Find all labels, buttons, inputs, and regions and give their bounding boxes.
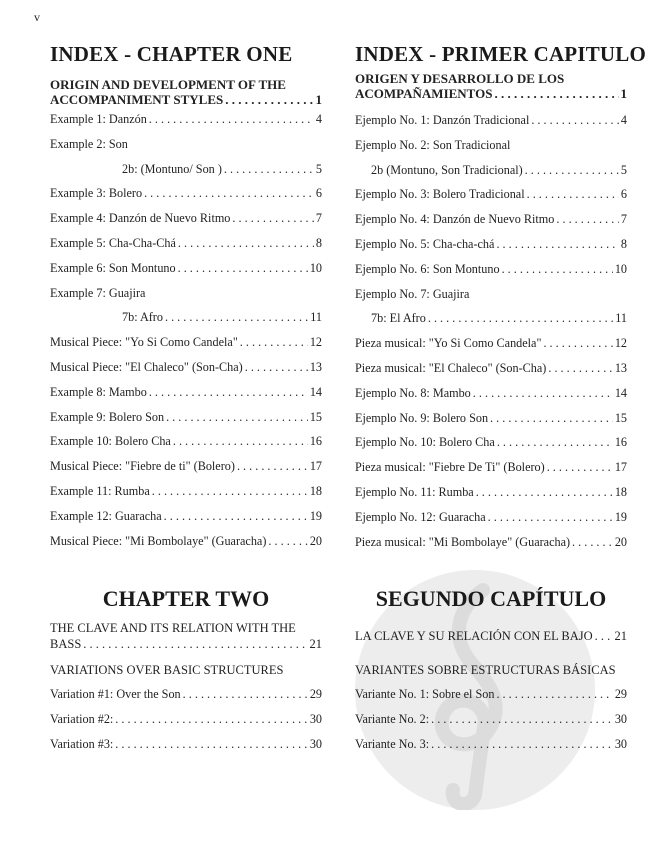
- entry-label: 7b: El Afro: [371, 311, 426, 326]
- toc-entry[interactable]: [355, 306, 627, 331]
- entry-label: Musical Piece: "Fiebre de ti" (Bolero): [50, 459, 235, 474]
- toc-entry[interactable]: [355, 505, 627, 530]
- entry-label: BASS: [50, 637, 82, 651]
- dot-leader: [496, 682, 612, 707]
- entry-page: 29: [309, 687, 322, 701]
- section-heading: [50, 77, 322, 108]
- toc-entry[interactable]: [355, 232, 627, 257]
- chapter-two-spanish: [355, 586, 627, 756]
- entry-label: 7b: Afro: [122, 310, 163, 325]
- entry-label: Ejemplo No. 8: Mambo: [355, 385, 471, 400]
- toc-entry[interactable]: [50, 429, 322, 454]
- entry-label: Example 1: Danzón: [50, 112, 147, 126]
- entry-page: 14: [309, 384, 322, 399]
- section-heading: [355, 628, 627, 644]
- entry-page: 10: [614, 261, 627, 276]
- dot-leader: [149, 107, 314, 132]
- entry-label: Example 7: Guajira: [50, 285, 146, 300]
- entry-label: Musical Piece: "Mi Bombolaye" (Guaracha): [50, 533, 267, 548]
- dot-leader: [115, 707, 308, 732]
- toc-entry[interactable]: [50, 281, 322, 306]
- dot-leader: [473, 381, 613, 406]
- toc-entry[interactable]: [50, 479, 322, 504]
- entry-page: 18: [309, 483, 322, 498]
- entry-label: Musical Piece: "El Chaleco" (Son-Cha): [50, 359, 243, 374]
- entry-page: 30: [614, 736, 627, 751]
- entry-page: 1: [620, 86, 627, 101]
- entry-page: 16: [614, 435, 627, 450]
- section-heading: [50, 620, 322, 652]
- entry-page: 7: [315, 211, 322, 226]
- subheading: VARIATIONS OVER BASIC STRUCTURES: [50, 663, 284, 677]
- section-heading-line: ORIGIN AND DEVELOPMENT OF THE: [50, 77, 286, 92]
- section-heading-line: THE CLAVE AND ITS RELATION WITH THE: [50, 621, 296, 635]
- toc-entry[interactable]: [50, 206, 322, 231]
- chapter-two-title: SEGUNDO CAPÍTULO: [375, 586, 607, 611]
- entry-label: Variation #2:: [50, 711, 114, 726]
- toc-entry[interactable]: [50, 231, 322, 256]
- index-column-spanish: [355, 42, 647, 554]
- dot-leader: [237, 454, 308, 479]
- dot-leader: [149, 380, 308, 405]
- toc-entry[interactable]: [355, 133, 627, 158]
- toc-entry[interactable]: [355, 455, 627, 480]
- entry-label: Example 10: Bolero Cha: [50, 434, 171, 449]
- dot-leader: [428, 306, 613, 331]
- entry-page: 8: [620, 236, 627, 251]
- toc-entry[interactable]: [355, 480, 627, 505]
- entry-label: Variante No. 2:: [355, 711, 430, 726]
- entry-label: ACOMPAÑAMIENTOS: [355, 86, 493, 101]
- entry-page: 13: [614, 360, 627, 375]
- entry-page: 12: [614, 336, 627, 351]
- entry-label: Example 12: Guaracha: [50, 508, 162, 523]
- toc-entry[interactable]: [355, 707, 627, 732]
- subheading: VARIANTES SOBRE ESTRUCTURAS BÁSICAS: [355, 663, 616, 677]
- entry-label: Example 9: Bolero Son: [50, 409, 165, 424]
- section-heading-line: ORIGEN Y DESARROLLO DE LOS: [355, 71, 565, 86]
- entry-page: 17: [614, 460, 627, 475]
- dot-leader: [497, 430, 613, 455]
- dot-leader: [165, 305, 308, 330]
- toc-entry[interactable]: [355, 530, 627, 555]
- dot-leader: [431, 732, 613, 757]
- entry-label: Ejemplo No. 12: Guaracha: [355, 509, 486, 524]
- toc-entry[interactable]: [355, 381, 627, 406]
- dot-leader: [543, 331, 612, 356]
- entry-label: LA CLAVE Y SU RELACIÓN CON EL BAJO: [355, 629, 593, 643]
- dot-leader: [572, 530, 613, 555]
- dot-leader: [225, 92, 313, 108]
- dot-leader: [502, 257, 613, 282]
- dot-leader: [166, 405, 308, 430]
- chapter-one-title: INDEX - CHAPTER ONE: [50, 42, 293, 66]
- entry-page: 10: [309, 260, 322, 275]
- dot-leader: [547, 455, 613, 480]
- entry-label: Ejemplo No. 3: Bolero Tradicional: [355, 187, 525, 202]
- entry-label: Ejemplo No. 6: Son Montuno: [355, 261, 500, 276]
- entry-label: Ejemplo No. 5: Cha-cha-chá: [355, 236, 495, 251]
- toc-entries: [355, 108, 627, 554]
- entry-label: Ejemplo No. 4: Danzón de Nuevo Ritmo: [355, 212, 555, 227]
- toc-entry[interactable]: [50, 181, 322, 206]
- entry-label: Pieza musical: "Fiebre De Ti" (Bolero): [355, 460, 545, 475]
- entry-page: 11: [310, 310, 322, 325]
- toc-entry[interactable]: [50, 92, 322, 108]
- dot-leader: [476, 480, 613, 505]
- dot-leader: [490, 406, 613, 431]
- entry-label: Variante No. 1: Sobre el Son: [355, 687, 495, 701]
- dot-leader: [268, 529, 307, 554]
- toc-entry[interactable]: [50, 636, 322, 652]
- dot-leader: [488, 505, 613, 530]
- entry-page: 8: [315, 235, 322, 250]
- toc-entry[interactable]: [50, 256, 322, 281]
- dot-leader: [173, 429, 308, 454]
- dot-leader: [183, 682, 308, 707]
- toc-entry[interactable]: [50, 529, 322, 554]
- entry-page: 15: [309, 409, 322, 424]
- dot-leader: [178, 256, 308, 281]
- dot-leader: [115, 732, 308, 757]
- entry-page: 20: [614, 534, 627, 549]
- entry-page: 4: [315, 112, 322, 126]
- entry-page: 21: [309, 637, 322, 651]
- dot-leader: [496, 232, 618, 257]
- entry-page: 7: [620, 212, 627, 227]
- entry-label: Example 6: Son Montuno: [50, 260, 176, 275]
- toc-entry[interactable]: [50, 732, 322, 757]
- entry-label: Ejemplo No. 1: Danzón Tradicional: [355, 113, 530, 127]
- entry-page: 5: [315, 161, 322, 176]
- toc-entry[interactable]: [50, 454, 322, 479]
- entry-label: Ejemplo No. 9: Bolero Son: [355, 410, 489, 425]
- toc-entry[interactable]: [355, 628, 627, 644]
- toc-entry[interactable]: [50, 707, 322, 732]
- dot-leader: [83, 636, 307, 652]
- dot-leader: [595, 628, 613, 644]
- toc-entry[interactable]: [355, 108, 627, 133]
- entry-page: 12: [309, 335, 322, 350]
- entry-page: 15: [614, 410, 627, 425]
- dot-leader: [232, 206, 314, 231]
- toc-entry[interactable]: [50, 682, 322, 707]
- entry-label: Variante No. 3:: [355, 736, 430, 751]
- entry-label: Example 2: Son: [50, 136, 128, 151]
- toc-entries: [50, 682, 322, 756]
- dot-leader: [525, 158, 619, 183]
- toc-entry[interactable]: [50, 157, 322, 182]
- toc-entry[interactable]: [50, 355, 322, 380]
- entry-label: 2b (Montuno, Son Tradicional): [371, 162, 523, 177]
- entry-page: 19: [614, 509, 627, 524]
- entry-label: Variation #1: Over the Son: [50, 687, 181, 701]
- chapter-one-title: INDEX - PRIMER CAPITULO: [355, 42, 647, 66]
- chapter-two-title: CHAPTER TWO: [102, 586, 270, 611]
- entry-label: Musical Piece: "Yo Si Como Candela": [50, 335, 238, 350]
- toc-entries: [50, 107, 322, 553]
- entry-page: 30: [309, 736, 322, 751]
- toc-entries: [355, 682, 627, 756]
- toc-entry[interactable]: [50, 405, 322, 430]
- dot-leader: [494, 86, 618, 102]
- entry-label: Ejemplo No. 10: Bolero Cha: [355, 435, 495, 450]
- index-column-english: [50, 42, 322, 553]
- entry-page: 6: [620, 187, 627, 202]
- toc-entry[interactable]: [355, 182, 627, 207]
- toc-entry[interactable]: [355, 207, 627, 232]
- dot-leader: [152, 479, 308, 504]
- dot-leader: [527, 182, 619, 207]
- entry-label: Ejemplo No. 7: Guajira: [355, 286, 470, 301]
- entry-page: 17: [309, 459, 322, 474]
- toc-entry[interactable]: [355, 158, 627, 183]
- entry-page: 16: [309, 434, 322, 449]
- entry-label: Example 3: Bolero: [50, 186, 143, 201]
- entry-page: 1: [315, 92, 322, 107]
- toc-entry[interactable]: [355, 732, 627, 757]
- toc-entry[interactable]: [50, 330, 322, 355]
- dot-leader: [178, 231, 314, 256]
- toc-entry[interactable]: [355, 86, 627, 102]
- dot-leader: [548, 356, 612, 381]
- toc-entry[interactable]: [50, 132, 322, 157]
- dot-leader: [164, 504, 308, 529]
- entry-page: 19: [309, 508, 322, 523]
- entry-label: Pieza musical: "El Chaleco" (Son-Cha): [355, 360, 547, 375]
- entry-label: Pieza musical: "Yo Si Como Candela": [355, 336, 542, 351]
- entry-label: 2b: (Montuno/ Son ): [122, 161, 222, 176]
- entry-label: Pieza musical: "Mi Bombolaye" (Guaracha): [355, 534, 571, 549]
- entry-label: Ejemplo No. 11: Rumba: [355, 484, 474, 499]
- entry-page: 4: [620, 113, 627, 127]
- entry-label: Variation #3:: [50, 736, 114, 751]
- entry-page: 6: [315, 186, 322, 201]
- dot-leader: [245, 355, 308, 380]
- toc-entry[interactable]: [355, 430, 627, 455]
- toc-entry[interactable]: [50, 305, 322, 330]
- toc-entry[interactable]: [355, 406, 627, 431]
- entry-label: Example 5: Cha-Cha-Chá: [50, 235, 176, 250]
- toc-entry[interactable]: [355, 331, 627, 356]
- dot-leader: [556, 207, 619, 232]
- toc-entry[interactable]: [355, 282, 627, 307]
- toc-entry[interactable]: [355, 356, 627, 381]
- entry-label: Ejemplo No. 2: Son Tradicional: [355, 137, 511, 152]
- page-number: v: [34, 10, 40, 24]
- entry-page: 20: [309, 533, 322, 548]
- entry-page: 21: [614, 629, 627, 643]
- toc-entry[interactable]: [50, 107, 322, 132]
- entry-label: Example 8: Mambo: [50, 384, 147, 399]
- toc-entry[interactable]: [50, 380, 322, 405]
- entry-page: 29: [614, 687, 627, 701]
- toc-entry[interactable]: [355, 257, 627, 282]
- entry-page: 18: [614, 484, 627, 499]
- entry-page: 30: [309, 711, 322, 726]
- dot-leader: [431, 707, 613, 732]
- entry-page: 11: [615, 311, 627, 326]
- entry-page: 14: [614, 385, 627, 400]
- dot-leader: [240, 330, 308, 355]
- entry-label: ACCOMPANIMENT STYLES: [50, 92, 224, 107]
- dot-leader: [144, 181, 314, 206]
- chapter-two-english: [50, 586, 322, 756]
- section-heading: [355, 71, 627, 102]
- dot-leader: [531, 108, 619, 133]
- entry-page: 13: [309, 359, 322, 374]
- entry-page: 5: [620, 162, 627, 177]
- dot-leader: [224, 157, 314, 182]
- entry-page: 30: [614, 711, 627, 726]
- toc-entry[interactable]: [50, 504, 322, 529]
- toc-entry[interactable]: [355, 682, 627, 707]
- entry-label: Example 11: Rumba: [50, 483, 150, 498]
- entry-label: Example 4: Danzón de Nuevo Ritmo: [50, 211, 231, 226]
